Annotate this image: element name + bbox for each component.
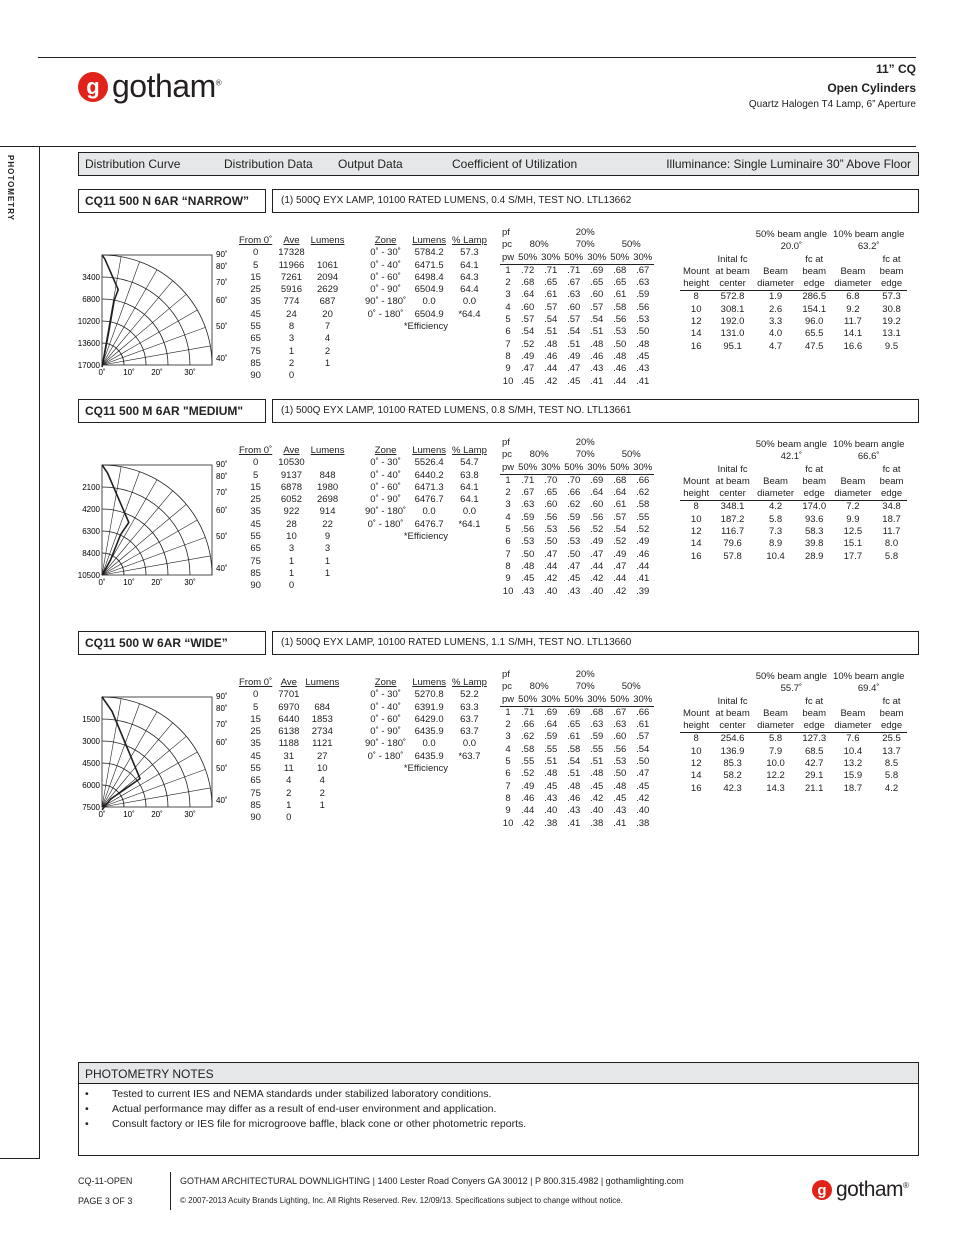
- table-row: 90˚ - 180˚ 0.0 0.0: [365, 738, 477, 750]
- x-tick-label: 10˚: [123, 810, 135, 819]
- table-row: 14 58.2 12.2 29.1 15.9 5.8: [690, 770, 899, 782]
- x-tick-label: 10˚: [123, 578, 135, 587]
- table-row: 16 95.1 4.7 47.5 16.6 9.5: [690, 340, 899, 352]
- table-row: 1 .71 .69 .69 .68 .67 .66: [505, 706, 650, 718]
- table-row: 9 .47 .44 .47 .43 .46 .43: [505, 363, 650, 375]
- table-row: 5 11966 1061: [252, 259, 339, 271]
- footer-gotham-logo: g gotham®: [812, 1178, 908, 1202]
- table-row: 35 774 687: [250, 296, 336, 308]
- table-row: 15 6440 1853: [250, 713, 333, 725]
- x-tick-label: 0˚: [98, 810, 106, 819]
- note-item: • Tested to current IES and NEMA standards under stabilized laboratory conditions.: [85, 1088, 492, 1100]
- table-row: 10 308.1 2.6 154.1 9.2 30.8: [690, 303, 901, 315]
- x-tick-label: 30˚: [184, 810, 196, 819]
- product-subtitle: Open Cylinders: [827, 81, 916, 95]
- section-title: CQ11 500 N 6AR “NARROW”: [78, 189, 266, 213]
- radial-label: 6800: [82, 295, 100, 304]
- radial-label: 3000: [82, 737, 100, 746]
- table-row: 8 .48 .44 .47 .44 .47 .44: [505, 560, 650, 572]
- distribution-data-table: From 0˚ Ave Lumens 0 17328 5 11966 1061 15 7261 2094 25 5916 2629 35 774 687 45 24 20 55 8 7 65 3 4 75 1 2 85 2 1 90 0: [236, 235, 347, 383]
- table-row: 2 .67 .65 .66 .64 .64 .62: [505, 487, 650, 499]
- angle-label: 50˚: [216, 764, 228, 773]
- brand-name: gotham: [112, 68, 216, 104]
- table-row: 5 .55 .51 .54 .51 .53 .50: [505, 756, 650, 768]
- table-row: 5 .57 .54 .57 .54 .56 .53: [505, 314, 650, 326]
- angle-label: 90˚: [216, 250, 228, 259]
- table-row: 10 136.9 7.9 68.5 10.4 13.7: [690, 745, 901, 757]
- gotham-g-icon: g: [78, 72, 108, 102]
- table-row: 15 7261 2094: [250, 271, 339, 283]
- x-tick-label: 0˚: [98, 578, 106, 587]
- nav-illuminance: Illuminance: Single Luminaire 30” Above Floor: [666, 157, 911, 171]
- table-row: 12 116.7 7.3 58.3 12.5 11.7: [690, 526, 901, 538]
- table-row: 75 2 2: [250, 787, 325, 799]
- product-title: 11” CQ: [875, 62, 916, 76]
- table-row: 16 57.8 10.4 28.9 17.7 5.8: [690, 550, 899, 562]
- table-row: 90˚ - 180˚ 0.0 0.0: [365, 296, 477, 308]
- table-row: 2 .68 .65 .67 .65 .65 .63: [505, 277, 650, 289]
- distribution-curve-chart: [78, 669, 228, 819]
- table-row: 5 .56 .53 .56 .52 .54 .52: [505, 524, 650, 536]
- angle-label: 50˚: [216, 532, 228, 541]
- table-row: 90˚ - 180˚ 0.0 0.0: [365, 506, 477, 518]
- footer-copyright: © 2007-2013 Acuity Brands Lighting, Inc. All Rights Reserved. Rev. 12/09/13. Specifications subject to change without notice.: [180, 1196, 623, 1205]
- table-row: 0˚ - 60˚ 6471.3 64.1: [370, 481, 479, 493]
- illuminance-table: 50% beam angle 10% beam angle 42.1˚ 66.6˚ Inital fc fc at fc at Mount at beam Beam beam Beam beam height center diameter edge diameter edge 8 348.1 4.2 174.0 7.2 34.8 10 187.2 5.8 93.6 9.9 18.7 12 116.7 7.3 58.3 12.5 11.7 14 79.6 8.9 39.8 15.1 8.0 16 57.8 10.4 28.9 17.7 5.8: [680, 439, 907, 563]
- coefficient-of-utilization-table: pf 20% pc 80% 70% 50% pw 50% 30% 50% 30% 50% 30% 1 .72 .71 .71 .69 .68 .67 2 .68 .65 .67 .65 .65 .63 3 .64 .61 .63 .60 .61 .59 4 .60 .57 .60 .57 .58 .56 5 .57 .54 .57 .54 .56 .53 6 .54 .51 .54 .51 .53 .50 7 .52 .48 .51 .48 .50 .48 8 .49 .46 .49 .46 .48 .45 9 .47 .44 .47 .43 .46 .43 10 .45 .42 .45 .41 .44 .41: [502, 227, 653, 387]
- radial-label: 6300: [82, 527, 100, 536]
- table-row: 75 1 1: [250, 555, 331, 567]
- sidebar: [0, 146, 40, 1158]
- angle-label: 70˚: [216, 278, 228, 287]
- radial-label: 1500: [82, 715, 100, 724]
- candela-curve: [102, 255, 118, 367]
- lamp-description: (1) 500Q EYX LAMP, 10100 RATED LUMENS, 0.8 S/MH, TEST NO. LTL13661: [272, 399, 919, 423]
- angle-label: 60˚: [216, 296, 228, 305]
- table-row: 90 0: [250, 580, 295, 592]
- table-row: 85 1 1: [250, 799, 325, 811]
- table-row: 35 922 914: [250, 506, 336, 518]
- illuminance-table: 50% beam angle 10% beam angle 55.7˚ 69.4˚ Inital fc fc at fc at Mount at beam Beam beam Beam beam height center diameter edge diameter edge 8 254.6 5.8 127.3 7.6 25.5 10 136.9 7.9 68.5 10.4 13.7 12 85.3 10.0 42.7 13.2 8.5 14 58.2 12.2 29.1 15.9 5.8 16 42.3 14.3 21.1 18.7 4.2: [680, 671, 907, 795]
- table-row: 12 85.3 10.0 42.7 13.2 8.5: [690, 758, 899, 770]
- angle-label: 90˚: [216, 692, 228, 701]
- table-row: 8 254.6 5.8 127.3 7.6 25.5: [693, 733, 901, 745]
- table-row: 1 .71 .70 .70 .69 .68 .66: [505, 474, 650, 486]
- lamp-description: (1) 500Q EYX LAMP, 10100 RATED LUMENS, 0.4 S/MH, TEST NO. LTL13662: [272, 189, 919, 213]
- radial-label: 3400: [82, 273, 100, 282]
- section-navbar: [78, 152, 919, 176]
- table-row: 0˚ - 90˚ 6476.7 64.1: [370, 494, 479, 506]
- table-row: 3 .63 .60 .62 .60 .61 .58: [505, 499, 650, 511]
- product-description: Quartz Halogen T4 Lamp, 6” Aperture: [748, 99, 916, 110]
- sidebar-label: PHOTOMETRY: [6, 155, 15, 222]
- table-row: 1 .72 .71 .71 .69 .68 .67: [505, 264, 650, 276]
- table-row: 9 .44 .40 .43 .40 .43 .40: [505, 805, 650, 817]
- angle-label: 70˚: [216, 720, 228, 729]
- table-row: 0˚ - 30˚ 5526.4 54.7: [370, 457, 479, 469]
- coefficient-of-utilization-table: pf 20% pc 80% 70% 50% pw 50% 30% 50% 30% 50% 30% 1 .71 .69 .69 .68 .67 .66 2 .66 .64 .65 .63 .63 .61 3 .62 .59 .61 .59 .60 .57 4 .58 .55 .58 .55 .56 .54 5 .55 .51 .54 .51 .53 .50 6 .52 .48 .51 .48 .50 .47 7 .49 .45 .48 .45 .48 .45 8 .46 .43 .46 .42 .45 .42 9 .44 .40 .43 .40 .43 .40 10 .42 .38 .41 .38 .41 .38: [502, 669, 653, 829]
- angle-label: 80˚: [216, 262, 228, 271]
- radial-label: 7500: [82, 803, 100, 812]
- table-row: 0˚ - 60˚ 6498.4 64.3: [370, 271, 479, 283]
- table-row: 65 3 4: [250, 333, 331, 345]
- table-row: 10 .43 .40 .43 .40 .42 .39: [502, 585, 650, 597]
- table-row: 65 4 4: [250, 775, 325, 787]
- x-tick-label: 30˚: [184, 578, 196, 587]
- note-item: • Consult factory or IES file for microgroove baffle, black cone or other photometric reports.: [85, 1118, 527, 1130]
- candela-curve: [102, 697, 140, 810]
- x-tick-label: 0˚: [98, 368, 106, 377]
- table-row: 9 .45 .42 .45 .42 .44 .41: [505, 573, 650, 585]
- table-row: 7 .49 .45 .48 .45 .48 .45: [505, 780, 650, 792]
- table-row: 15 6878 1980: [250, 481, 339, 493]
- table-row: 0˚ - 30˚ 5784.2 57.3: [370, 247, 479, 259]
- output-data-table: Zone Lumens % Lamp 0˚ - 30˚ 5784.2 57.3 0˚ - 40˚ 6471.5 64.1 0˚ - 60˚ 6498.4 64.3 0˚ - 90˚ 6504.9 64.4 90˚ - 180˚ 0.0 0.0 0˚ - 180˚ 6504.9 *64.4 *Efficiency: [362, 235, 490, 333]
- radial-label: 2100: [82, 483, 100, 492]
- table-row: 0˚ - 40˚ 6471.5 64.1: [370, 259, 479, 271]
- table-row: 10 .45 .42 .45 .41 .44 .41: [502, 375, 650, 387]
- table-row: 6 .53 .50 .53 .49 .52 .49: [505, 536, 650, 548]
- photometry-notes-title: PHOTOMETRY NOTES: [78, 1062, 919, 1084]
- table-row: 55 8 7: [250, 321, 331, 333]
- table-row: 7 .52 .48 .51 .48 .50 .48: [505, 338, 650, 350]
- angle-label: 90˚: [216, 460, 228, 469]
- angle-label: 80˚: [216, 472, 228, 481]
- table-row: 45 31 27: [250, 750, 328, 762]
- table-row: 0˚ - 90˚ 6504.9 64.4: [370, 284, 479, 296]
- footer-code: CQ-11-OPEN: [78, 1176, 133, 1186]
- table-row: 65 3 3: [250, 543, 331, 555]
- table-row: 45 24 20: [250, 308, 333, 320]
- table-row: 0˚ - 40˚ 6440.2 63.8: [370, 469, 479, 481]
- table-row: 14 79.6 8.9 39.8 15.1 8.0: [690, 538, 899, 550]
- table-row: 0˚ - 180˚ 6476.7 *64.1: [367, 518, 481, 530]
- distribution-curve-chart: [78, 227, 228, 377]
- radial-label: 8400: [82, 549, 100, 558]
- angle-label: 60˚: [216, 738, 228, 747]
- table-row: 12 192.0 3.3 96.0 11.7 19.2: [690, 316, 901, 328]
- radial-label: 17000: [77, 361, 100, 370]
- radial-label: 4200: [82, 505, 100, 514]
- x-tick-label: 20˚: [151, 810, 163, 819]
- table-row: 8 348.1 4.2 174.0 7.2 34.8: [693, 501, 901, 513]
- table-row: 6 .54 .51 .54 .51 .53 .50: [505, 326, 650, 338]
- table-row: 4 .58 .55 .58 .55 .56 .54: [505, 743, 650, 755]
- table-row: 10 .42 .38 .41 .38 .41 .38: [502, 817, 650, 829]
- table-row: 8 572.8 1.9 286.5 6.8 57.3: [693, 291, 901, 303]
- x-tick-label: 20˚: [151, 578, 163, 587]
- footer-page: PAGE 3 OF 3: [78, 1196, 133, 1206]
- gotham-g-icon: g: [812, 1180, 832, 1200]
- output-data-table: Zone Lumens % Lamp 0˚ - 30˚ 5526.4 54.7 0˚ - 40˚ 6440.2 63.8 0˚ - 60˚ 6471.3 64.1 0˚ - 90˚ 6476.7 64.1 90˚ - 180˚ 0.0 0.0 0˚ - 180˚ 6476.7 *64.1 *Efficiency: [362, 445, 490, 543]
- radial-label: 6000: [82, 781, 100, 790]
- table-row: 0˚ - 180˚ 6435.9 *63.7: [367, 750, 481, 762]
- footer-brand: gotham: [836, 1178, 904, 1201]
- table-row: 90 0: [250, 812, 292, 824]
- table-row: 7 .50 .47 .50 .47 .49 .46: [505, 548, 650, 560]
- table-row: 0˚ - 180˚ 6504.9 *64.4: [367, 308, 481, 320]
- nav-output-data: Output Data: [338, 157, 403, 171]
- distribution-curve-chart: [78, 437, 228, 587]
- table-row: 2 .66 .64 .65 .63 .63 .61: [505, 719, 650, 731]
- illuminance-table: 50% beam angle 10% beam angle 20.0˚ 63.2˚ Inital fc fc at fc at Mount at beam Beam beam Beam beam height center diameter edge diameter edge 8 572.8 1.9 286.5 6.8 57.3 10 308.1 2.6 154.1 9.2 30.8 12 192.0 3.3 96.0 11.7 19.2 14 131.0 4.0 65.5 14.1 13.1 16 95.1 4.7 47.5 16.6 9.5: [680, 229, 907, 353]
- table-row: 5 9137 848: [252, 469, 336, 481]
- table-row: 4 .59 .56 .59 .56 .57 .55: [505, 511, 650, 523]
- table-row: 14 131.0 4.0 65.5 14.1 13.1: [690, 328, 901, 340]
- table-row: 25 6138 2734: [250, 726, 333, 738]
- output-data-table: Zone Lumens % Lamp 0˚ - 30˚ 5270.8 52.2 0˚ - 40˚ 6391.9 63.3 0˚ - 60˚ 6429.0 63.7 0˚ - 90˚ 6435.9 63.7 90˚ - 180˚ 0.0 0.0 0˚ - 180˚ 6435.9 *63.7 *Efficiency: [362, 677, 490, 775]
- table-row: 8 .46 .43 .46 .42 .45 .42: [505, 792, 650, 804]
- table-row: 0˚ - 60˚ 6429.0 63.7: [370, 713, 479, 725]
- table-row: 0 17328: [252, 247, 305, 259]
- section-title: CQ11 500 M 6AR "MEDIUM": [78, 399, 266, 423]
- table-row: 3 .64 .61 .63 .60 .61 .59: [505, 289, 650, 301]
- table-row: 25 6052 2698: [250, 494, 339, 506]
- table-row: 90 0: [250, 370, 295, 382]
- gotham-logo: g gotham®: [78, 68, 221, 105]
- distribution-data-table: From 0˚ Ave Lumens 0 10530 5 9137 848 15 6878 1980 25 6052 2698 35 922 914 45 28 22 55 10 9 65 3 3 75 1 1 85 1 1 90 0: [236, 445, 347, 593]
- table-row: 25 5916 2629: [250, 284, 339, 296]
- table-row: 8 .49 .46 .49 .46 .48 .45: [505, 350, 650, 362]
- x-tick-label: 10˚: [123, 368, 135, 377]
- angle-label: 60˚: [216, 506, 228, 515]
- table-row: 4 .60 .57 .60 .57 .58 .56: [505, 301, 650, 313]
- radial-label: 13600: [77, 339, 100, 348]
- radial-label: 10200: [77, 317, 100, 326]
- radial-label: 4500: [82, 759, 100, 768]
- table-row: 3 .62 .59 .61 .59 .60 .57: [505, 731, 650, 743]
- table-row: 55 10 9: [250, 531, 331, 543]
- table-row: 10 187.2 5.8 93.6 9.9 18.7: [690, 513, 901, 525]
- table-row: 85 2 1: [250, 357, 331, 369]
- table-row: 0 7701: [252, 689, 300, 701]
- angle-label: 40˚: [216, 354, 228, 363]
- table-row: 85 1 1: [250, 567, 331, 579]
- x-tick-label: 30˚: [184, 368, 196, 377]
- table-row: 55 11 10: [250, 763, 328, 775]
- angle-label: 70˚: [216, 488, 228, 497]
- nav-distribution-data: Distribution Data: [224, 157, 313, 171]
- table-row: 0˚ - 90˚ 6435.9 63.7: [370, 726, 479, 738]
- section-title: CQ11 500 W 6AR “WIDE”: [78, 631, 266, 655]
- table-row: 5 6970 684: [252, 701, 331, 713]
- table-row: 0˚ - 30˚ 5270.8 52.2: [370, 689, 479, 701]
- table-row: 45 28 22: [250, 518, 333, 530]
- coefficient-of-utilization-table: pf 20% pc 80% 70% 50% pw 50% 30% 50% 30% 50% 30% 1 .71 .70 .70 .69 .68 .66 2 .67 .65 .66 .64 .64 .62 3 .63 .60 .62 .60 .61 .58 4 .59 .56 .59 .56 .57 .55 5 .56 .53 .56 .52 .54 .52 6 .53 .50 .53 .49 .52 .49 7 .50 .47 .50 .47 .49 .46 8 .48 .44 .47 .44 .47 .44 9 .45 .42 .45 .42 .44 .41 10 .43 .40 .43 .40 .42 .39: [502, 437, 653, 597]
- nav-distribution-curve: Distribution Curve: [85, 157, 181, 171]
- angle-label: 40˚: [216, 796, 228, 805]
- table-row: 35 1188 1121: [250, 738, 333, 750]
- photometry-notes-list: [78, 1083, 919, 1156]
- x-tick-label: 20˚: [151, 368, 163, 377]
- angle-label: 40˚: [216, 564, 228, 573]
- table-row: 0 10530: [252, 457, 305, 469]
- distribution-data-table: From 0˚ Ave Lumens 0 7701 5 6970 684 15 6440 1853 25 6138 2734 35 1188 1121 45 31 27 55 11 10 65 4 4 75 2 2 85 1 1 90 0: [236, 677, 342, 825]
- note-item: • Actual performance may differ as a result of end-user environment and application.: [85, 1103, 497, 1115]
- footer-address: GOTHAM ARCHITECTURAL DOWNLIGHTING | 1400 Lester Road Conyers GA 30012 | P 800.315.4982 | gothamlighting.com: [180, 1176, 684, 1186]
- table-row: 16 42.3 14.3 21.1 18.7 4.2: [690, 782, 899, 794]
- table-row: 75 1 2: [250, 345, 331, 357]
- angle-label: 50˚: [216, 322, 228, 331]
- table-row: 0˚ - 40˚ 6391.9 63.3: [370, 701, 479, 713]
- angle-label: 80˚: [216, 704, 228, 713]
- table-row: 6 .52 .48 .51 .48 .50 .47: [505, 768, 650, 780]
- nav-coefficient-of-utilization: Coefficient of Utilization: [452, 157, 578, 171]
- title-block: [749, 60, 916, 112]
- radial-label: 10500: [77, 571, 100, 580]
- lamp-description: (1) 500Q EYX LAMP, 10100 RATED LUMENS, 1.1 S/MH, TEST NO. LTL13660: [272, 631, 919, 655]
